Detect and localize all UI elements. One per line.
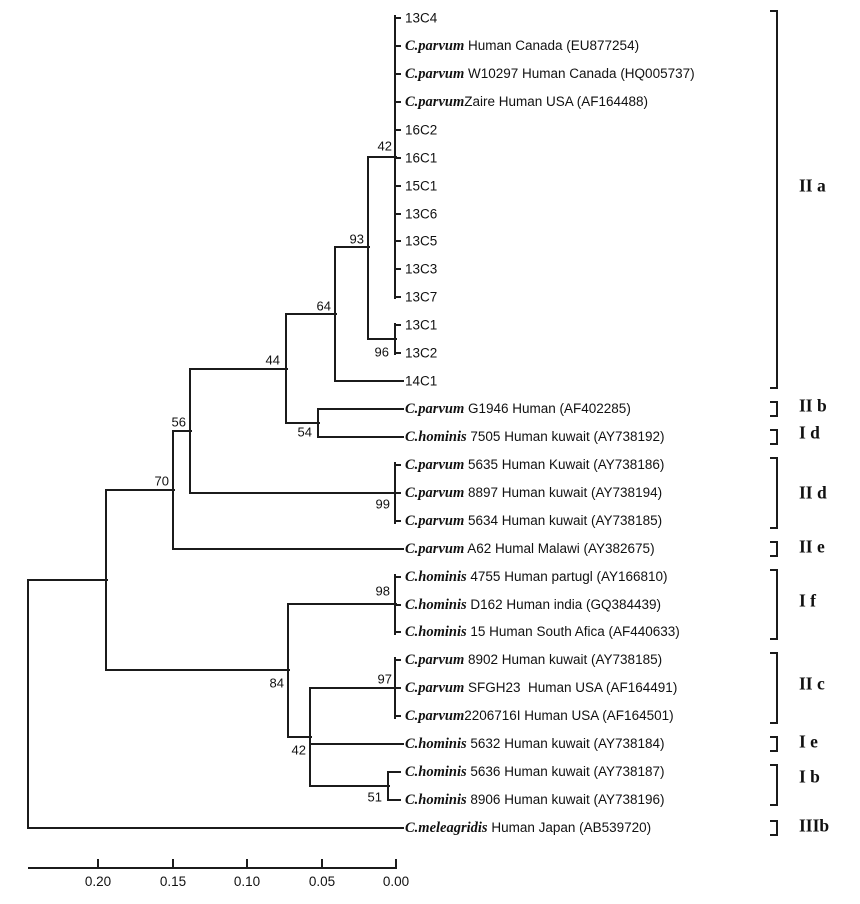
scale-tick [246,859,248,868]
leaf-stub [395,17,401,19]
leaf-stub [395,659,401,661]
group-bracket [770,10,778,389]
taxon-species: C.meleagridis [405,819,488,836]
bootstrap-value: 44 [265,352,280,368]
leaf-stub [395,213,401,215]
bootstrap-value: 42 [291,742,306,758]
scale-tick [321,859,323,868]
taxon-label [405,458,664,473]
leaf-stub [395,101,401,103]
tree-branch-horizontal [318,408,404,410]
taxon-text: 5634 Human kuwait (AY738185) [464,512,663,528]
taxon-species: C.parvum [405,400,465,417]
tree-branch-horizontal [173,548,404,550]
tree-branch-vertical [287,603,289,738]
taxon-species: C.hominis [405,428,467,445]
group-label: II d [799,482,827,503]
leaf-stub [395,324,401,326]
leaf-stub [395,296,401,298]
bootstrap-value: 64 [316,298,331,314]
taxon-label [405,793,665,808]
taxon-species: C.parvum [405,679,465,696]
taxon-text: W10297 Human Canada (HQ005737) [464,65,695,81]
taxon-text: 14C1 [405,373,438,389]
scale-axis [28,867,397,869]
tree-branch-horizontal [288,603,397,605]
taxon-text: SFGH23 Human USA (AF164491) [464,679,678,695]
group-bracket [770,401,778,417]
leaf-stub [395,576,401,578]
taxon-text: 13C7 [405,289,438,305]
taxon-species: C.hominis [405,791,467,808]
taxon-label [405,486,662,501]
taxon-text: 15 Human South Afica (AF440633) [466,623,680,639]
taxon-species: C.parvum [405,65,465,82]
taxon-species: C.parvum [405,540,465,557]
taxon-label [405,542,655,557]
tree-branch-vertical [27,579,29,829]
bootstrap-value: 97 [377,671,392,687]
taxon-text: 13C2 [405,345,438,361]
leaf-stub [395,715,401,717]
taxon-text: 13C5 [405,233,438,249]
leaf-stub [395,45,401,47]
bootstrap-value: 70 [154,473,169,489]
taxon-label [405,346,437,360]
leaf-stub [395,352,401,354]
taxon-label [405,262,437,276]
group-bracket [770,652,778,724]
scale-tick [172,859,174,868]
taxon-species: C.hominis [405,763,467,780]
taxon-label [405,374,437,388]
scale-tick [97,859,99,868]
taxon-label [405,681,677,696]
taxon-text: 5632 Human kuwait (AY738184) [466,735,665,751]
leaf-stub [395,268,401,270]
taxon-species: C.parvum [405,512,465,529]
taxon-label [405,570,668,585]
group-label: I d [799,422,820,443]
group-label: II c [799,673,825,694]
group-label: I e [799,731,818,752]
tree-branch-vertical [309,687,311,787]
tree-branch-horizontal [368,338,397,340]
bootstrap-value: 42 [377,138,392,154]
taxon-label [405,123,437,137]
tree-branch-horizontal [318,436,404,438]
group-label: II a [799,175,826,196]
taxon-species: C.hominis [405,596,467,613]
taxon-text: D162 Human india (GQ384439) [466,596,662,612]
taxon-text: 2206716I Human USA (AF164501) [464,707,674,723]
taxon-label [405,430,665,445]
group-bracket [770,764,778,806]
taxon-label [405,625,680,640]
taxon-species: C.hominis [405,568,467,585]
tree-branch-horizontal [335,380,404,382]
tree-branch-horizontal [106,489,175,491]
taxon-text: 15C1 [405,178,438,194]
leaf-stub [395,464,401,466]
taxon-label [405,207,437,221]
scale-tick-label: 0.15 [159,874,187,889]
tree-branch-vertical [105,489,107,671]
taxon-text: 7505 Human kuwait (AY738192) [466,428,665,444]
group-bracket [770,429,778,445]
taxon-species: C.parvum [405,707,465,724]
leaf-stub [395,73,401,75]
tree-branch-vertical [285,313,287,424]
taxon-text: 13C4 [405,10,438,26]
group-label: IIIb [799,815,830,836]
taxon-label [405,402,631,417]
taxon-text: 8906 Human kuwait (AY738196) [466,791,665,807]
tree-branch-vertical [189,368,191,494]
group-label: II e [799,536,825,557]
taxon-text: 13C3 [405,261,438,277]
taxon-species: C.hominis [405,623,467,640]
tree-branch-horizontal [190,368,288,370]
tree-branch-horizontal [28,827,404,829]
group-label: II b [799,395,827,416]
taxon-label [405,737,665,752]
taxon-text: G1946 Human (AF402285) [464,400,631,416]
tree-branch-horizontal [106,669,290,671]
leaf-stub [395,185,401,187]
taxon-label [405,179,437,193]
scale-tick-label: 0.10 [233,874,261,889]
bootstrap-value: 54 [297,424,312,440]
scale-tick-label: 0.05 [308,874,336,889]
taxon-text: 5635 Human Kuwait (AY738186) [464,456,665,472]
taxon-species: C.parvum [405,93,465,110]
tree-branch-horizontal [190,492,397,494]
bootstrap-value: 51 [367,789,382,805]
leaf-stub [395,604,401,606]
scale-tick [395,859,397,868]
taxon-label [405,234,437,248]
tree-branch-horizontal [28,579,108,581]
taxon-label [405,67,695,82]
bootstrap-value: 99 [375,496,390,512]
taxon-label [405,151,437,165]
taxon-label [405,821,651,836]
scale-tick-label: 0.00 [382,874,410,889]
leaf-stub [395,631,401,633]
taxon-label [405,290,437,304]
leaf-stub [395,240,401,242]
taxon-species: C.parvum [405,484,465,501]
taxon-text: A62 Humal Malawi (AY382675) [464,540,655,556]
taxon-label [405,765,665,780]
taxon-label [405,653,662,668]
taxon-species: C.parvum [405,651,465,668]
tree-branch-vertical [387,771,389,801]
taxon-label [405,11,437,25]
bootstrap-value: 96 [374,344,389,360]
group-label: I b [799,766,820,787]
taxon-label [405,514,662,529]
taxon-species: C.parvum [405,37,465,54]
leaf-stub [395,129,401,131]
group-bracket [770,569,778,640]
taxon-text: 13C6 [405,206,438,222]
tree-branch-vertical [172,430,174,550]
taxon-text: 8897 Human kuwait (AY738194) [464,484,663,500]
taxon-text: 16C2 [405,122,438,138]
taxon-label [405,39,639,54]
taxon-label [405,709,674,724]
tree-branch-vertical [367,156,369,340]
group-bracket [770,457,778,529]
tree-branch-horizontal [368,156,397,158]
taxon-text: Human Canada (EU877254) [464,37,640,53]
taxon-species: C.parvum [405,456,465,473]
taxon-text: 13C1 [405,317,438,333]
leaf-stub [388,771,401,773]
taxon-text: 8902 Human kuwait (AY738185) [464,651,663,667]
bootstrap-value: 98 [375,583,390,599]
tree-branch-horizontal [310,743,404,745]
leaf-stub [395,492,401,494]
scale-tick-label: 0.20 [84,874,112,889]
taxon-label [405,318,437,332]
tree-branch-vertical [317,408,319,438]
group-bracket [770,736,778,752]
leaf-stub [388,799,401,801]
tree-branch-vertical [334,246,336,382]
group-label: I f [799,590,817,611]
bootstrap-value: 56 [171,414,186,430]
leaf-stub [395,157,401,159]
tree-branch-horizontal [310,785,390,787]
taxon-label [405,598,661,613]
leaf-stub [395,687,401,689]
taxon-text: 4755 Human partugl (AY166810) [466,568,668,584]
group-bracket [770,820,778,836]
leaf-stub [395,520,401,522]
taxon-text: Human Japan (AB539720) [487,819,652,835]
taxon-text: 16C1 [405,150,438,166]
taxon-text: 5636 Human kuwait (AY738187) [466,763,665,779]
taxon-text: Zaire Human USA (AF164488) [464,93,649,109]
bootstrap-value: 93 [349,231,364,247]
tree-branch-horizontal [310,687,397,689]
taxon-label [405,95,648,110]
group-bracket [770,541,778,557]
tree-branch-vertical [394,323,396,355]
bootstrap-value: 84 [269,675,284,691]
taxon-species: C.hominis [405,735,467,752]
